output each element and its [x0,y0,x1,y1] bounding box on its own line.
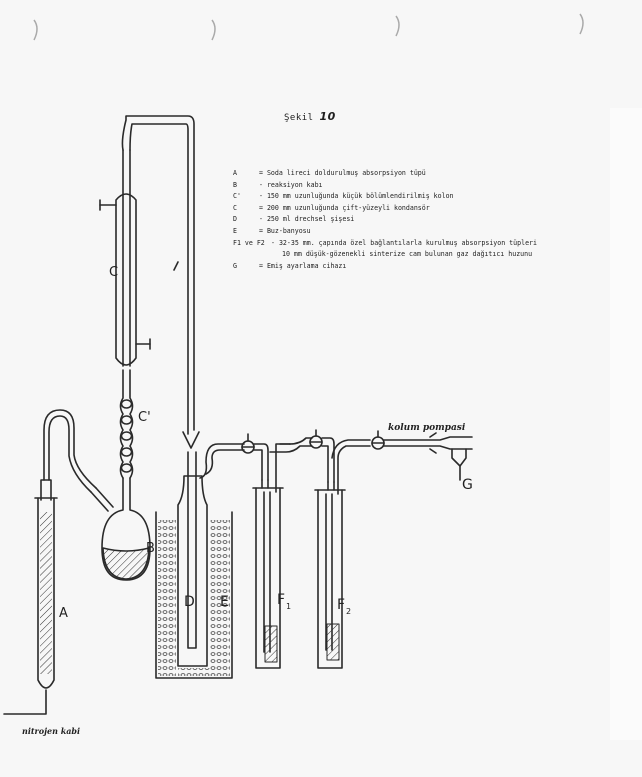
vacuum-line [372,431,472,453]
binder-hole [34,20,37,40]
legend-key: F1 ve F2 [233,238,265,247]
legend-text: - 250 ml drechsel şişesi [259,215,355,224]
legend-key: C [233,203,237,212]
stopcock-2 [310,430,334,482]
legend-text: - 32-35 mm. çapında özel bağlantılarla kurulmuş absorpsiyon tüpleri [271,238,537,247]
legend-key: E [233,226,237,235]
legend-key: D [233,215,237,224]
binder-hole [580,14,583,34]
label-e: E [220,594,229,610]
legend-text: = Emiş ayarlama cihazı [259,261,347,270]
label-vacuum-pump: kolum pompasi [388,423,466,433]
legend-key: G [233,261,237,270]
label-d: D [184,594,195,610]
legend-key: A [233,169,237,177]
label-nitrogen-source: nitrojen kabi [22,726,81,736]
legend-text: - reaksiyon kabı [259,180,323,189]
figure-title-prefix: Şekil [284,113,314,123]
label-f2-subscript: 2 [346,607,352,616]
label-c-prime: C' [138,410,151,425]
legend-text: = Buz-banyosu [259,226,311,235]
binder-holes [34,14,583,40]
legend-text: - 150 mm uzunluğunda küçük bölümlendirilmiş kolon [259,192,454,201]
legend-key: C' [233,192,241,201]
absorption-tube-a [4,410,96,714]
reaction-flask-b [91,478,150,580]
figure-number: 10 [319,110,336,123]
label-f1: F [277,592,286,608]
legend-text: = 200 mm uzunluğunda çift-yüzeyli kondansör [259,203,430,212]
condenser-c [100,116,199,448]
fractionating-column-c-prime [121,370,133,478]
legend-key: B [233,180,237,189]
label-c: C [109,265,119,280]
label-b: B [146,541,155,556]
legend-row-f-continued: 10 mm düşük-gözenekli sinterize cam bulunan gaz dağıtıcı huzunu [282,250,533,259]
label-f2: F [337,597,346,613]
connection-tubing-1 [242,434,312,480]
label-a: A [59,606,68,621]
absorption-tube-f2 [315,440,370,668]
label-f1-subscript: 1 [286,602,292,611]
suction-regulator-g [452,449,466,480]
binder-hole [396,16,399,36]
label-g: G [462,477,473,493]
binder-hole [212,20,215,40]
legend-text: = Soda lireci doldurulmuş absorpsiyon tüpü [259,169,426,177]
